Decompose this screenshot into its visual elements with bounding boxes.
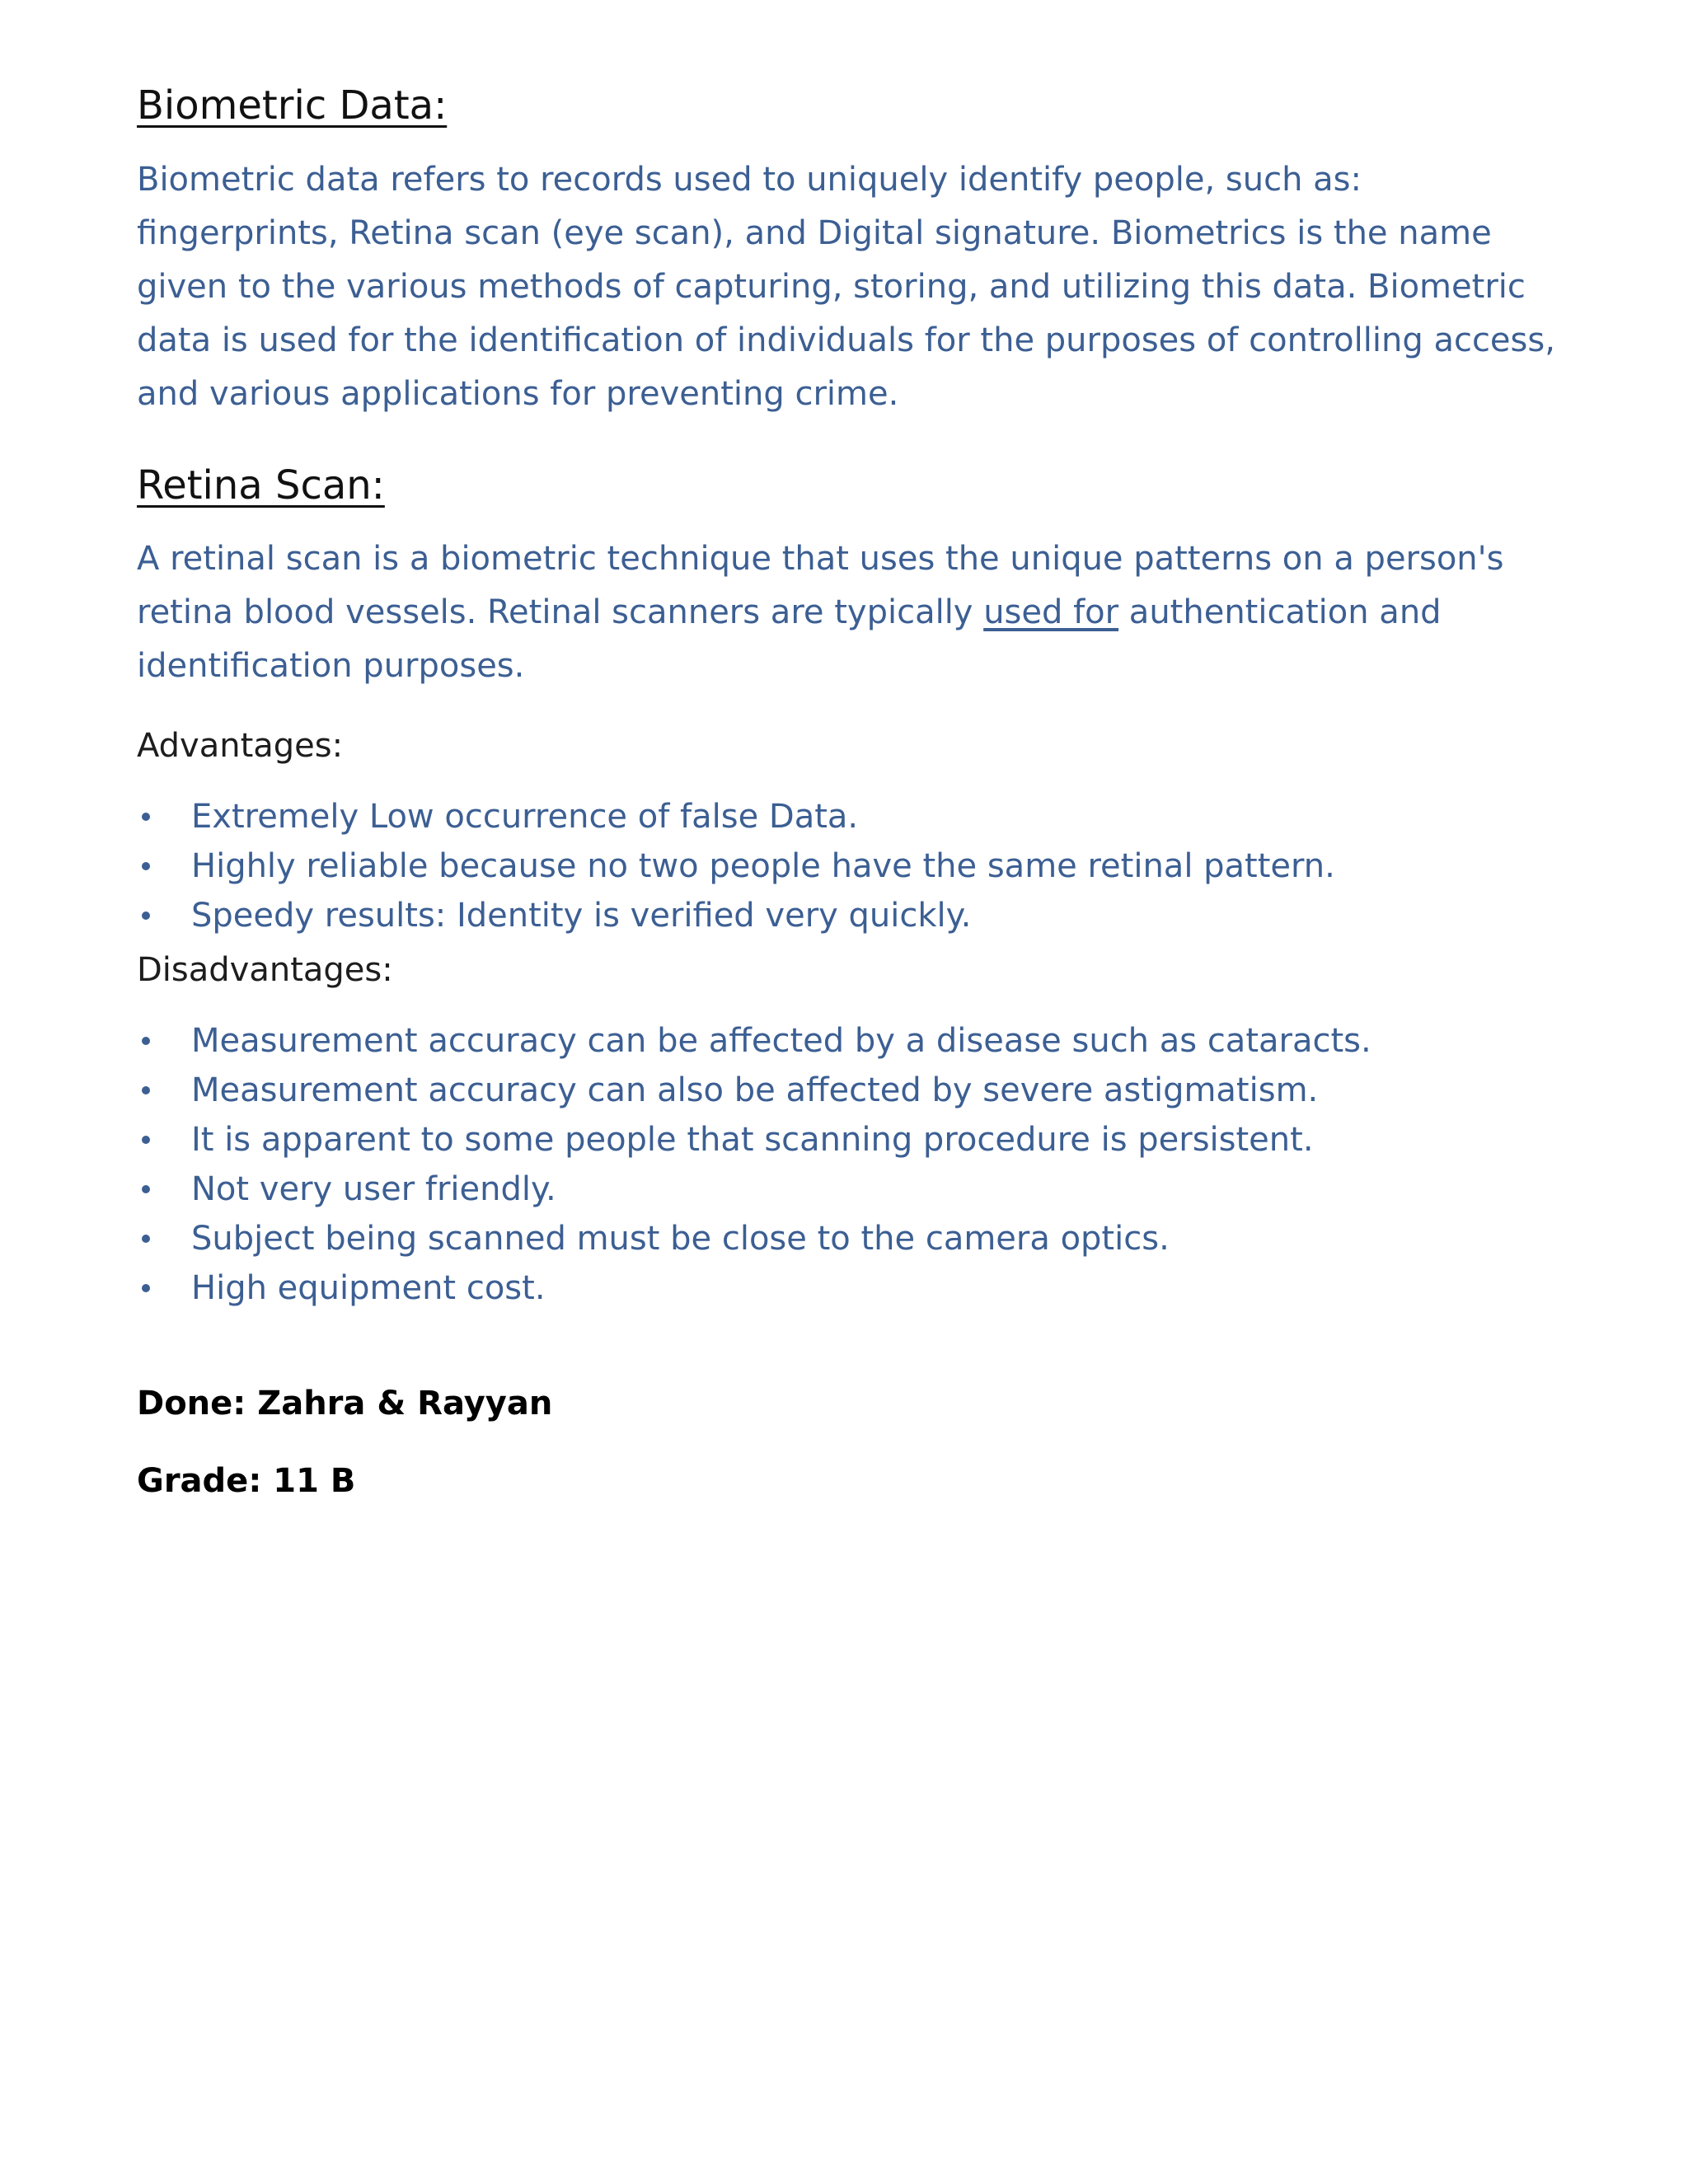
disadvantage-item bbox=[137, 1165, 1563, 1214]
bullet-icon bbox=[142, 912, 150, 920]
disadvantages-label: Disadvantages: bbox=[137, 951, 393, 990]
disadvantage-item bbox=[137, 1263, 1563, 1313]
bullet-icon bbox=[142, 1037, 150, 1045]
bullet-icon bbox=[142, 862, 150, 870]
retina-scan-paragraph-end: authentication and identification purposes. bbox=[137, 593, 1442, 686]
bullet-icon bbox=[142, 1235, 150, 1243]
disadvantage-text: Measurement accuracy can also be affected by severe astigmatism. bbox=[191, 1071, 1319, 1110]
retina-scan-heading: Retina Scan: bbox=[137, 462, 385, 509]
advantages-label: Advantages: bbox=[137, 727, 344, 766]
grade-line: Grade: 11 B bbox=[137, 1462, 356, 1501]
disadvantage-text: High equipment cost. bbox=[191, 1269, 546, 1308]
bullet-icon bbox=[142, 1284, 150, 1292]
advantage-item bbox=[137, 891, 1563, 940]
bullet-icon bbox=[142, 1136, 150, 1144]
advantages-list bbox=[137, 792, 1563, 940]
disadvantage-item bbox=[137, 1115, 1563, 1165]
advantage-text: Extremely Low occurrence of false Data. bbox=[191, 798, 859, 837]
bullet-icon bbox=[142, 1086, 150, 1094]
disadvantage-text: It is apparent to some people that scanning procedure is persistent. bbox=[191, 1121, 1314, 1160]
retina-scan-paragraph-underlined: used for bbox=[983, 593, 1119, 632]
retina-scan-paragraph bbox=[137, 532, 1563, 693]
bullet-icon bbox=[142, 813, 150, 821]
retina-scan-paragraph-start: A retinal scan is a biometric technique that uses the unique patterns on a person's retina blood vessels. Retinal scanners are typically bbox=[137, 540, 1504, 632]
document-content bbox=[137, 82, 1563, 1502]
advantage-item bbox=[137, 841, 1563, 891]
disadvantage-text: Subject being scanned must be close to the camera optics. bbox=[191, 1220, 1170, 1258]
biometric-data-paragraph: Biometric data refers to records used to uniquely identify people, such as: fingerprints, Retina scan (eye scan), and Digital signature. Biometrics is the name given to the various methods of capturing, storing, and utilizing this data. Biometric data is used for the identification of individuals for the purposes of controlling access, and various applications for preventing crime. bbox=[137, 160, 1555, 413]
disadvantage-text: Measurement accuracy can be affected by a disease such as cataracts. bbox=[191, 1022, 1372, 1061]
advantage-text: Speedy results: Identity is verified very quickly. bbox=[191, 897, 972, 935]
biometric-data-heading: Biometric Data: bbox=[137, 82, 448, 129]
advantage-item bbox=[137, 792, 1563, 841]
disadvantage-text: Not very user friendly. bbox=[191, 1170, 556, 1209]
disadvantage-item bbox=[137, 1066, 1563, 1115]
advantage-text: Highly reliable because no two people have the same retinal pattern. bbox=[191, 847, 1335, 886]
authors-line: Done: Zahra & Rayyan bbox=[137, 1385, 553, 1423]
disadvantage-item bbox=[137, 1214, 1563, 1263]
disadvantages-list bbox=[137, 1016, 1563, 1313]
bullet-icon bbox=[142, 1185, 150, 1193]
disadvantage-item bbox=[137, 1016, 1563, 1066]
